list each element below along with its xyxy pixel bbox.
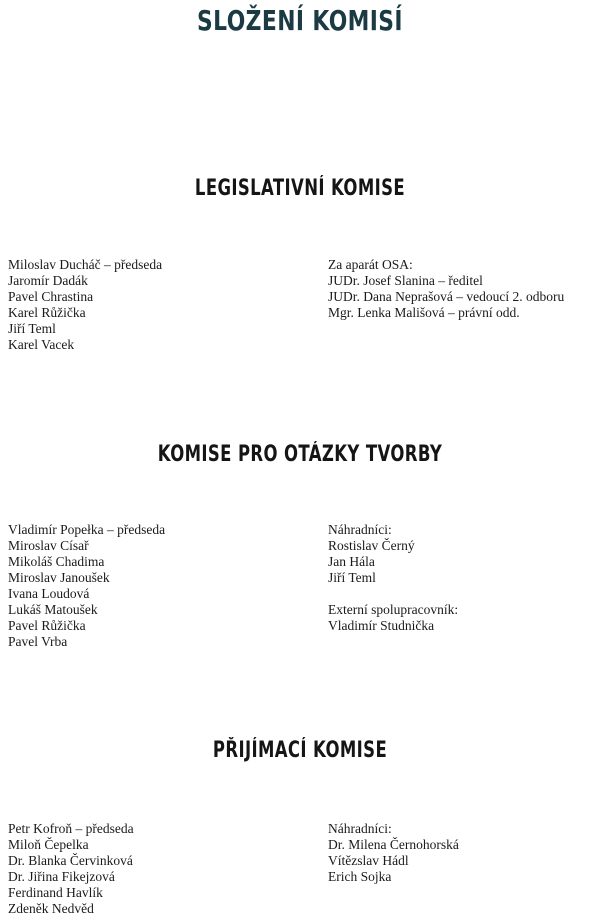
substitute-list-creation (328, 522, 458, 634)
list-item: JUDr. Josef Slanina – ředitel (328, 273, 483, 288)
list-item: Vítězslav Hádl (328, 853, 409, 868)
list-item: Mikoláš Chadima (8, 554, 105, 569)
list-item: JUDr. Dana Neprašová – vedoucí 2. odboru (328, 289, 565, 304)
list-item: Dr. Milena Černohorská (328, 837, 459, 852)
list-heading: Za aparát OSA: (328, 257, 413, 272)
list-item: Pavel Vrba (8, 634, 68, 649)
list-item: Jiří Teml (328, 570, 376, 585)
list-item: Lukáš Matoušek (8, 602, 98, 617)
list-item: Vladimír Studnička (328, 618, 435, 633)
list-item: Ferdinand Havlík (8, 885, 103, 900)
list-item: Vladimír Popełka – předseda (8, 522, 166, 537)
staff-list-legislative (328, 257, 564, 321)
list-heading: Náhradníci: (328, 821, 392, 836)
member-list-admission (8, 821, 134, 917)
list-item: Jaromír Dadák (8, 273, 88, 288)
list-item: Jiří Teml (8, 321, 56, 336)
list-item: Zdeněk Nedvěd (8, 901, 94, 916)
page-title: SLOŽENÍ KOMISÍ (197, 4, 403, 37)
list-item: Karel Růžička (8, 305, 86, 320)
list-item: Petr Kofroň – předseda (8, 821, 134, 836)
list-heading: Náhradníci: (328, 522, 392, 537)
list-item: Miroslav Císař (8, 538, 89, 553)
list-item: Pavel Chrastina (8, 289, 94, 304)
list-heading: Externí spolupracovník: (328, 602, 459, 617)
list-item: Dr. Blanka Červinková (8, 853, 133, 868)
list-item: Miloň Čepelka (8, 837, 89, 852)
section-title-legislative: LEGISLATIVNÍ KOMISE (194, 176, 406, 201)
list-item: Ivana Loudová (8, 586, 90, 601)
section-title-admission: PŘIJÍMACÍ KOMISE (212, 738, 388, 763)
list-item: Karel Vacek (8, 337, 75, 352)
list-item: Jan Hála (328, 554, 375, 569)
spacer (328, 586, 458, 602)
section-title-creation: KOMISE PRO OTÁZKY TVORBY (157, 442, 443, 467)
list-item: Erich Sojka (328, 869, 392, 884)
list-item: Mgr. Lenka Mališová – právní odd. (328, 305, 520, 320)
list-item: Dr. Jiřina Fikejzová (8, 869, 115, 884)
list-item: Miroslav Janoušek (8, 570, 110, 585)
list-item: Rostislav Černý (328, 538, 415, 553)
substitute-list-admission (328, 821, 459, 885)
list-item: Miloslav Ducháč – předseda (8, 257, 163, 272)
member-list-legislative (8, 257, 162, 353)
member-list-creation (8, 522, 165, 650)
list-item: Pavel Růžička (8, 618, 86, 633)
